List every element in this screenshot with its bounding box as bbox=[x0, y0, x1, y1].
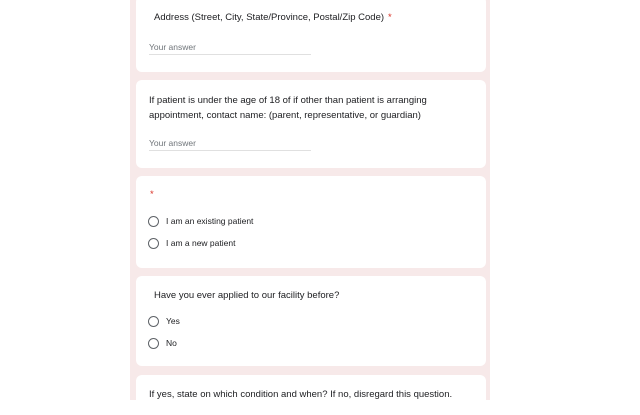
radio-option-yes[interactable] bbox=[148, 314, 180, 328]
question-label-patient-status bbox=[150, 187, 154, 202]
question-label-contact bbox=[149, 93, 469, 123]
radio-label: No bbox=[166, 338, 177, 348]
question-text: Have you ever applied to our facility before? bbox=[154, 290, 340, 301]
question-label-address bbox=[154, 10, 474, 25]
radio-option-new-patient[interactable] bbox=[148, 236, 235, 250]
radio-label: I am an existing patient bbox=[166, 216, 254, 226]
radio-button[interactable] bbox=[148, 316, 159, 327]
radio-button[interactable] bbox=[148, 338, 159, 349]
required-asterisk: * bbox=[388, 12, 392, 23]
question-card-condition bbox=[136, 375, 486, 415]
question-text: If yes, state on which condition and when? If no, disregard this question. bbox=[149, 389, 453, 400]
question-card-address bbox=[136, 0, 486, 72]
contact-name-input[interactable] bbox=[149, 136, 311, 151]
radio-label: I am a new patient bbox=[166, 238, 236, 248]
address-input[interactable] bbox=[149, 40, 311, 55]
question-label-applied-before bbox=[154, 288, 474, 303]
question-text: If patient is under the age of 18 of if other than patient is arranging appointment, contact name: (parent, representative, or guardian) bbox=[149, 95, 427, 121]
question-card-applied-before bbox=[136, 276, 486, 366]
required-asterisk: * bbox=[150, 189, 154, 200]
radio-option-no[interactable] bbox=[148, 336, 177, 350]
radio-button[interactable] bbox=[148, 216, 159, 227]
question-text: Address (Street, City, State/Province, Postal/Zip Code) bbox=[154, 12, 385, 23]
question-card-patient-status bbox=[136, 176, 486, 268]
question-card-contact bbox=[136, 80, 486, 168]
radio-button[interactable] bbox=[148, 238, 159, 249]
radio-option-existing-patient[interactable] bbox=[148, 214, 253, 228]
radio-label: Yes bbox=[166, 316, 180, 326]
